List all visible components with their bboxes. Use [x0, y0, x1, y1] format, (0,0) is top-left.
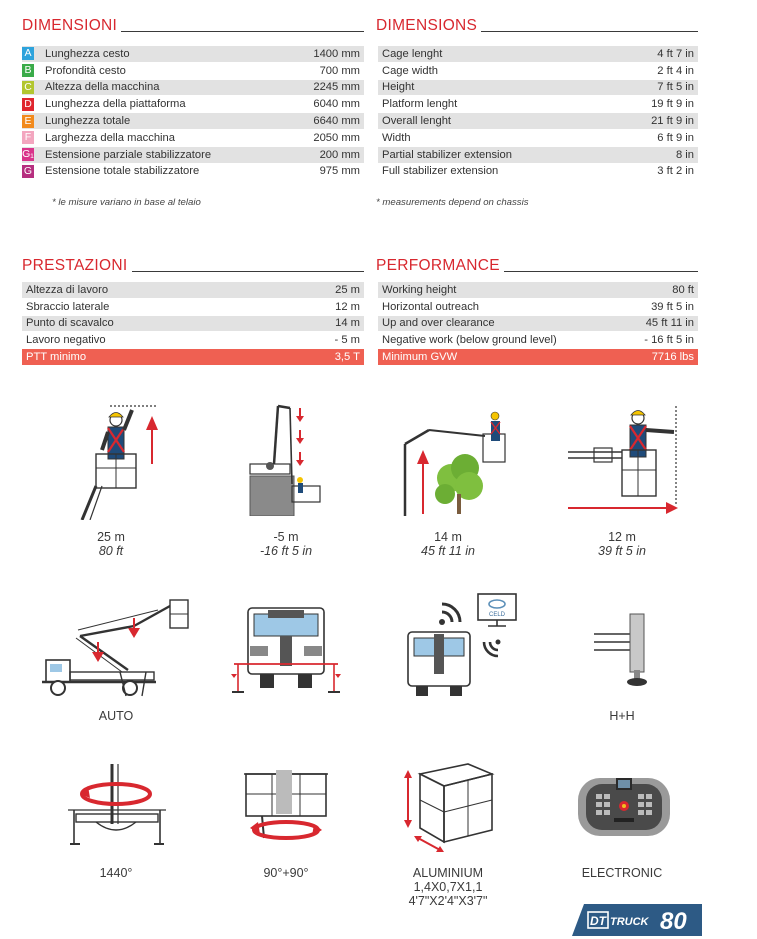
table-row — [378, 113, 698, 130]
row-label: Partial stabilizer extension — [382, 148, 512, 161]
dimensions-it-table — [22, 46, 364, 180]
electronic-control-icon — [576, 770, 672, 840]
table-row — [378, 46, 698, 63]
badge-f: F — [22, 131, 34, 144]
row-value: 8 in — [675, 148, 694, 161]
badge-e: E — [22, 115, 34, 128]
h-h-stabilizer-icon — [594, 612, 654, 688]
row-label: Horizontal outreach — [382, 300, 480, 313]
badge-a: A — [22, 47, 34, 60]
table-row — [22, 63, 364, 80]
row-label: Minimum GVW — [382, 351, 458, 364]
telemetry-logo-text: CELD — [488, 612, 506, 618]
row-label: Estensione totale stabilizzatore — [45, 165, 200, 178]
badge-c: C — [22, 81, 34, 94]
row-label: Lavoro negativo — [26, 334, 106, 347]
row-label: Cage lenght — [382, 47, 443, 60]
row-value: 975 mm — [319, 165, 360, 178]
negative-work-imperial: -16 ft 5 in — [259, 544, 313, 558]
row-value: 2245 mm — [313, 81, 360, 94]
negative-work-icon — [248, 404, 324, 516]
row-value: 2050 mm — [313, 131, 360, 144]
table-row — [22, 332, 364, 349]
row-label: Sbraccio laterale — [26, 300, 110, 313]
auto-stowing-icon — [42, 596, 194, 698]
logo-dt: DT — [590, 914, 606, 928]
row-label: PTT minimo — [26, 351, 87, 364]
aluminium-basket-icon — [398, 760, 498, 854]
row-label: Lunghezza cesto — [45, 47, 130, 60]
table-row — [22, 282, 364, 299]
rotation-icon — [66, 764, 168, 854]
badge-g: G — [23, 164, 33, 177]
table-row — [378, 332, 698, 349]
table-row — [22, 130, 364, 147]
h-h-caption: H+H — [609, 709, 635, 723]
outreach-metric: 12 m — [608, 530, 636, 544]
basket-caption — [386, 866, 510, 908]
row-value: 6040 mm — [313, 98, 360, 111]
row-label: Negative work (below ground level) — [382, 334, 557, 347]
row-label: Working height — [382, 283, 457, 296]
row-label: Lunghezza della piattaforma — [45, 98, 186, 111]
badge-b: B — [22, 64, 34, 77]
table-row — [22, 113, 364, 130]
table-row — [378, 316, 698, 333]
up-and-over-icon — [395, 404, 517, 516]
dimensions-en-header — [376, 14, 698, 34]
row-label: Estensione parziale stabilizzatore — [45, 148, 212, 161]
row-label: Altezza della macchina — [45, 81, 160, 94]
table-row — [378, 130, 698, 147]
row-label: Cage width — [382, 64, 438, 77]
auto-caption: AUTO — [98, 709, 134, 723]
outreach-icon — [566, 404, 686, 514]
table-row-highlight — [378, 349, 698, 366]
row-value: 4 ft 7 in — [657, 47, 694, 60]
table-row — [378, 164, 698, 181]
row-value: 6 ft 9 in — [657, 131, 694, 144]
row-value: 80 ft — [672, 283, 694, 296]
row-value: - 16 ft 5 in — [644, 334, 694, 347]
table-row — [378, 96, 698, 113]
row-value: 39 ft 5 in — [651, 300, 694, 313]
row-label: Platform lenght — [382, 98, 458, 111]
auto-levelling-icon — [230, 606, 342, 696]
working-height-metric: 25 m — [97, 530, 125, 544]
dimensions-en-title: DIMENSIONS — [376, 17, 478, 34]
row-value: 700 mm — [319, 64, 360, 77]
dimensions-it-rule — [121, 31, 364, 32]
performance-en-rule — [504, 271, 698, 272]
row-label: Full stabilizer extension — [382, 165, 499, 178]
row-label: Altezza di lavoro — [26, 283, 109, 296]
badge-d: D — [22, 98, 34, 111]
table-row — [378, 299, 698, 316]
dimensions-en-table — [378, 46, 698, 180]
performance-it-title: PRESTAZIONI — [22, 257, 128, 274]
performance-it-table — [22, 282, 364, 366]
working-height-imperial: 80 ft — [98, 544, 124, 558]
table-row — [378, 63, 698, 80]
performance-en-table — [378, 282, 698, 366]
row-value: 21 ft 9 in — [651, 115, 694, 128]
basket-material: ALUMINIUM — [412, 866, 484, 880]
table-row — [378, 282, 698, 299]
row-value: 3,5 T — [334, 351, 360, 364]
row-value: 3 ft 2 in — [657, 165, 694, 178]
row-label: Overall lenght — [382, 115, 452, 128]
performance-en-header — [376, 254, 698, 274]
telemetry-icon — [402, 592, 522, 698]
table-row-highlight — [22, 349, 364, 366]
rotation-caption: 1440° — [99, 866, 133, 880]
table-row — [22, 46, 364, 63]
table-row — [378, 80, 698, 97]
row-label: Width — [382, 131, 411, 144]
table-row — [22, 299, 364, 316]
row-value: 2 ft 4 in — [657, 64, 694, 77]
row-value: 6640 mm — [313, 115, 360, 128]
row-value: 7716 lbs — [651, 351, 694, 364]
negative-work-caption — [236, 530, 336, 558]
logo-truck: TRUCK — [610, 916, 649, 928]
row-value: 12 m — [335, 300, 360, 313]
performance-en-title: PERFORMANCE — [376, 257, 500, 274]
table-row — [22, 147, 364, 164]
badge-g1: G₁ — [22, 148, 34, 161]
row-label: Larghezza della macchina — [45, 131, 175, 144]
row-label: Punto di scavalco — [26, 317, 114, 330]
row-value: 45 ft 11 in — [645, 317, 694, 330]
up-and-over-caption — [398, 530, 498, 558]
negative-work-metric: -5 m — [273, 530, 299, 544]
row-value: 7 ft 5 in — [657, 81, 694, 94]
row-value: - 5 m — [334, 334, 360, 347]
working-height-caption — [56, 530, 166, 558]
dimensions-it-title: DIMENSIONI — [22, 17, 118, 34]
row-value: 200 mm — [319, 148, 360, 161]
row-label: Lunghezza totale — [45, 115, 131, 128]
row-label: Up and over clearance — [382, 317, 495, 330]
outreach-imperial: 39 ft 5 in — [598, 544, 646, 558]
dimensions-it-note: * le misure variano in base al telaio — [52, 197, 201, 208]
row-value: 14 m — [335, 317, 360, 330]
row-label: Height — [382, 81, 415, 94]
electronic-caption: ELECTRONIC — [581, 866, 663, 880]
dimensions-it-header — [22, 14, 364, 34]
basket-size-metric: 1,4X0,7X1,1 — [413, 880, 483, 894]
basket-rotation-icon — [242, 768, 330, 850]
up-and-over-imperial: 45 ft 11 in — [421, 544, 475, 558]
table-row — [378, 147, 698, 164]
table-row — [22, 80, 364, 97]
table-row — [22, 96, 364, 113]
working-height-icon — [66, 402, 166, 520]
row-value: 1400 mm — [313, 47, 360, 60]
performance-it-rule — [132, 271, 365, 272]
table-row — [22, 316, 364, 333]
up-and-over-metric: 14 m — [434, 530, 462, 544]
dimensions-en-rule — [481, 31, 698, 32]
performance-it-header — [22, 254, 364, 274]
basket-size-imperial: 4'7"X2'4"X3'7" — [408, 894, 488, 908]
row-value: 25 m — [335, 283, 360, 296]
logo-model: 80 — [660, 908, 687, 935]
dimensions-en-note: * measurements depend on chassis — [376, 197, 529, 208]
outreach-caption — [572, 530, 672, 558]
dt-truck-logo — [572, 904, 702, 936]
basket-rotation-caption: 90°+90° — [263, 866, 309, 880]
table-row — [22, 164, 364, 181]
row-value: 19 ft 9 in — [651, 98, 694, 111]
row-label: Profondità cesto — [45, 64, 126, 77]
